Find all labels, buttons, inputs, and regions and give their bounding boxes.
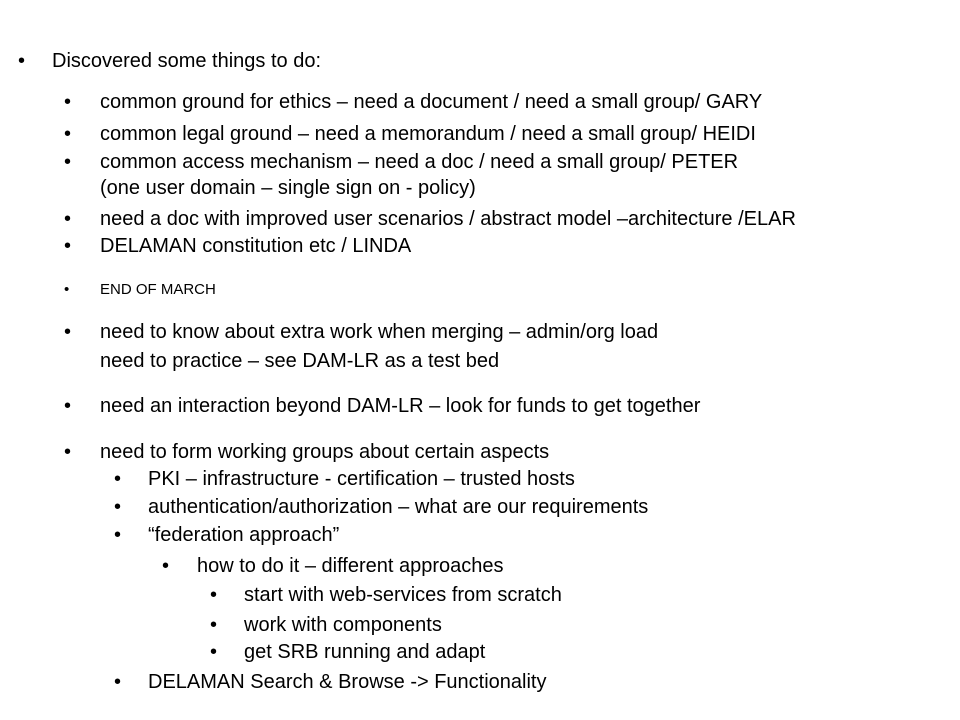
bullet: • [114,496,122,518]
list-item: need an interaction beyond DAM-LR – look for funds to get together [100,395,701,417]
list-item-continuation: need to practice – see DAM-LR as a test bed [100,350,500,372]
list-item-continuation: (one user domain – single sign on - policy) [100,177,476,199]
list-item: “federation approach” [148,524,340,546]
bullet: • [18,50,26,72]
bullet: • [114,671,122,693]
list-item: start with web-services from scratch [244,584,562,606]
bullet: • [114,524,122,546]
bullet: • [210,641,218,663]
list-item: PKI – infrastructure - certification – trusted hosts [148,468,575,490]
bullet: • [64,91,72,113]
list-item: common legal ground – need a memorandum / need a small group/ HEIDI [100,123,756,145]
list-item: work with components [244,614,442,636]
bullet: • [162,555,170,577]
bullet: • [114,468,122,490]
bullet: • [210,584,218,606]
list-item: DELAMAN constitution etc / LINDA [100,235,412,257]
bullet: • [210,614,218,636]
bullet: • [64,441,72,463]
list-item: need to form working groups about certain aspects [100,441,550,463]
list-item: END OF MARCH [100,281,216,298]
bullet: • [64,395,72,417]
list-item: how to do it – different approaches [197,555,504,577]
bullet: • [64,123,72,145]
bullet: • [64,281,70,298]
list-item: need a doc with improved user scenarios / abstract model –architecture /ELAR [100,208,796,230]
list-item: common ground for ethics – need a document / need a small group/ GARY [100,91,763,113]
list-item: authentication/authorization – what are our requirements [148,496,649,518]
heading: Discovered some things to do: [52,50,322,72]
bullet: • [64,208,72,230]
bullet: • [64,151,72,173]
list-item: need to know about extra work when merging – admin/org load [100,321,659,343]
list-item: common access mechanism – need a doc / need a small group/ PETER [100,151,739,173]
list-item: get SRB running and adapt [244,641,486,663]
list-item: DELAMAN Search & Browse -> Functionality [148,671,547,693]
bullet: • [64,321,72,343]
bullet: • [64,235,72,257]
